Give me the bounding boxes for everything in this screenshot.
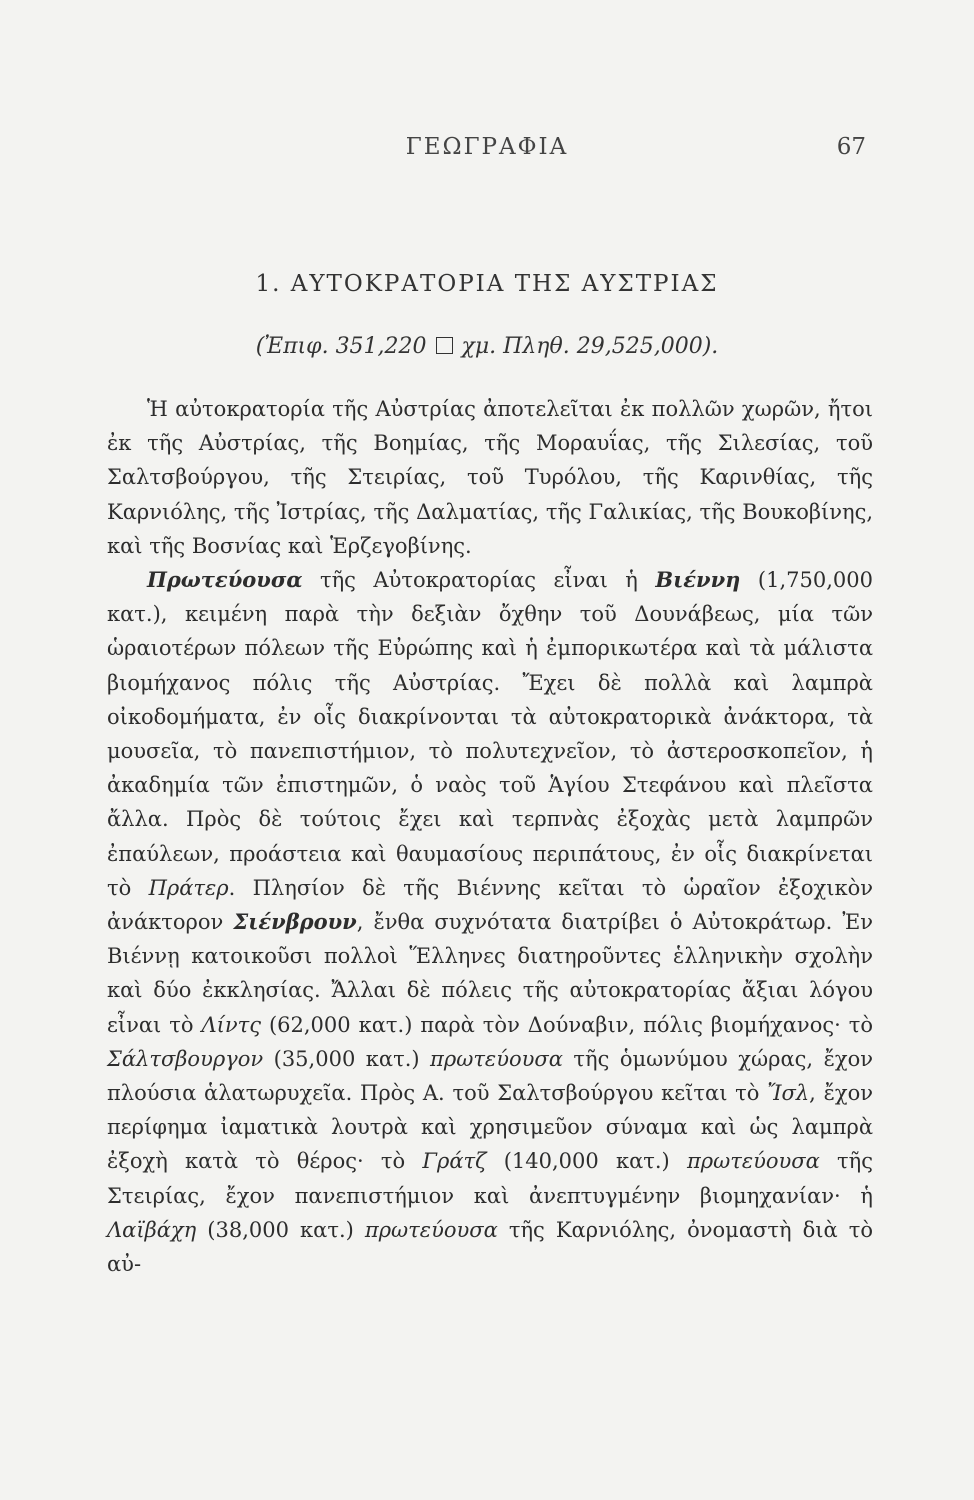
city-laibach: Λαϊβάχη [107,1217,197,1242]
capital-term: πρωτεύουσα [686,1149,820,1174]
area-label: Ἐπιφ. [264,334,329,359]
text-run: , ἔνθα συχνότατα διατρίβει ὁ Αὐτοκράτωρ. Ἐν Βιέννῃ κατοικοῦσι πολλοὶ Ἕλληνες διατηροῦντες ἑλληνικὴν σχολὴν καὶ δύο ἐκκλησίας. Ἄλλαι δὲ πόλεις τῆς αὐτοκρατορίας ἄξιαι λόγου εἶναι τὸ [107,910,873,1037]
text-run: (1,750,000 κατ.), κειμένη παρὰ τὴν δεξιὰν ὄχθην τοῦ Δουνάβεως, μία τῶν ὡραιοτέρων πόλεων τῆς Εὐρώπης καὶ ἡ ἐμπορικωτέρα καὶ τὰ μάλιστα βιομήχανος πόλις τῆς Αὐστρίας. Ἔχει δὲ πολλὰ καὶ λαμπρὰ οἰκοδομήματα, ἐν οἷς διακρίνονται τὰ αὐτοκρατορικὰ ἀνάκτορα, τὰ μουσεῖα, τὸ πανεπιστήμιον, τὸ πολυτεχνεῖον, τὸ ἀστεροσκοπεῖον, ἡ ἀκαδημία τῶν ἐπιστημῶν, ὁ ναὸς τοῦ Ἁγίου Στεφάνου καὶ πλεῖστα ἄλλα. Πρὸς δὲ τούτοις ἔχει καὶ τερπνὰς ἐξοχὰς μετὰ λαμπρῶν ἐπαύλεων, προάστεια καὶ θαυμασίους περιπάτους, ἐν οἷς διακρίνεται τὸ [107,568,873,900]
area-unit: χμ. [461,334,497,359]
page-number: 67 [836,134,866,160]
text-run: (35,000 κατ.) [263,1046,431,1071]
running-title: ΓΕΩΓΡΑΦΙΑ [405,134,569,160]
city-vienna: Βιέννη [655,567,741,593]
place-prater: Πράτερ [148,875,229,900]
city-linz: Λίντς [201,1012,262,1037]
text-run: τῆς Στειρίας, ἔχον πανεπιστήμιον καὶ ἀνεπτυγμένην βιομηχανίαν· ἡ [107,1149,873,1208]
capital-term: πρωτεύουσα [430,1046,563,1071]
capital-term: πρωτεύουσα [364,1217,498,1242]
population-value: 29,525,000 [576,334,703,359]
paragraph-capital [107,563,873,1281]
city-salzburg: Σάλτσβουργον [107,1046,264,1071]
population-label: Πληθ. [503,334,570,359]
running-head [0,134,974,164]
text-run: . Πλησίον δὲ τῆς Βιέννης κεῖται τὸ ὡραῖον ἐξοχικὸν ἀνάκτορον [107,875,873,935]
text-run: τῆς Καρνιόλης, ὀνομαστὴ διὰ τὸ αὐ- [107,1217,873,1277]
text-run: τῆς ὁμωνύμου χώρας, ἔχον πλούσια ἁλατωρυχεῖα. Πρὸς Α. τοῦ Σαλτσβούργου κεῖται τὸ [107,1046,873,1106]
place-schoenbrunn: Σιένβρουν [233,909,357,935]
area-value: 351,220 [335,334,427,359]
text-run: , ἔχον περίφημα ἰαματικὰ λουτρὰ καὶ χρησιμεῦον σύναμα καὶ ὡς λαμπρὰ ἐξοχὴ κατὰ τὸ θέρος· τὸ [107,1081,873,1174]
text-run: (62,000 κατ.) παρὰ τὸν Δούναβιν, πόλις βιομήχανος· τὸ [261,1012,873,1037]
square-icon [436,337,453,354]
section-stats [0,334,974,359]
paragraph-regions: Ἡ αὐτοκρατορία τῆς Αὐστρίας ἀποτελεῖται ἐκ πολλῶν χωρῶν, ἤτοι ἐκ τῆς Αὐστρίας, τῆς Βοημίας, τῆς Μοραυΐας, τῆς Σιλεσίας, τοῦ Σαλτσβούργου, τῆς Στειρίας, τοῦ Τυρόλου, τῆς Καρινθίας, τῆς Καρνιόλης, τῆς Ἰστρίας, τῆς Δαλματίας, τῆς Γαλικίας, τῆς Βουκοβίνης, καὶ τῆς Βοσνίας καὶ Ἑρζεγοβίνης. [107,397,873,558]
text-run: τῆς Αὐτοκρατορίας εἶναι ἡ [302,568,656,593]
lead-term: Πρωτεύουσα [147,567,303,593]
stats-open: ( [255,334,265,359]
body-text [107,392,873,1281]
text-run: (38,000 κατ.) [196,1217,365,1242]
city-graz: Γράτζ [422,1149,487,1174]
city-ischl: Ἴσλ [767,1081,810,1106]
section-title: 1. ΑΥΤΟΚΡΑΤΟΡΙΑ ΤΗΣ ΑΥΣΤΡΙΑΣ [255,271,719,297]
stats-close: ). [702,334,719,359]
text-run: (140,000 κατ.) [486,1149,687,1174]
